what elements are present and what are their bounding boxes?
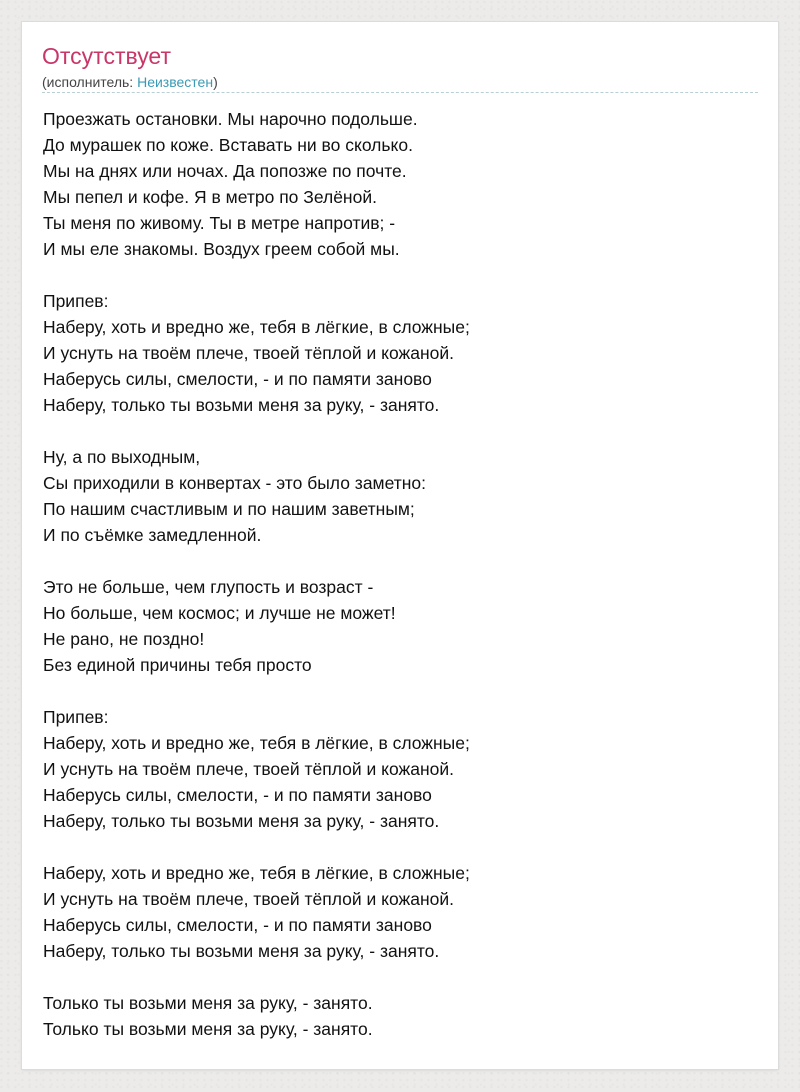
lyrics-line: Ну, а по выходным, [43, 447, 201, 467]
lyrics-card [22, 22, 778, 1069]
lyrics-line: Наберусь силы, смелости, - и по памяти заново [43, 369, 432, 389]
lyrics-line: Проезжать остановки. Мы нарочно подольше. [43, 109, 418, 129]
lyrics-line: Наберу, хоть и вредно же, тебя в лёгкие, в сложные; [43, 733, 470, 753]
lyrics-line: Без единой причины тебя просто [43, 655, 312, 675]
lyrics-line: И уснуть на твоём плече, твоей тёплой и кожаной. [43, 343, 455, 363]
lyrics-body [43, 106, 758, 1068]
artist-prefix: (исполнитель: [42, 74, 138, 90]
lyrics-line: По нашим счастливым и по нашим заветным; [43, 499, 415, 519]
lyrics-line: И уснуть на твоём плече, твоей тёплой и кожаной. [43, 759, 455, 779]
artist-suffix: ) [213, 74, 218, 90]
lyrics-stanza [43, 704, 758, 834]
lyrics-stanza [43, 444, 758, 548]
lyrics-line: Но больше, чем космос; и лучше не может! [43, 603, 396, 623]
title-divider [42, 92, 758, 93]
lyrics-line: Не рано, не поздно! [43, 629, 205, 649]
lyrics-line: И по съёмке замедленной. [43, 525, 262, 545]
lyrics-line: Наберусь силы, смелости, - и по памяти заново [43, 915, 432, 935]
lyrics-line: Наберу, хоть и вредно же, тебя в лёгкие, в сложные; [43, 317, 470, 337]
lyrics-line: Наберусь силы, смелости, - и по памяти заново [43, 785, 432, 805]
lyrics-line: Сы приходили в конвертах - это было заметно: [43, 473, 427, 493]
lyrics-line: И мы еле знакомы. Воздух греем собой мы. [43, 239, 400, 259]
lyrics-stanza [43, 288, 758, 418]
lyrics-line: Наберу, хоть и вредно же, тебя в лёгкие, в сложные; [43, 863, 470, 883]
artist-link[interactable]: Неизвестен [137, 74, 214, 90]
lyrics-stanza [43, 860, 758, 964]
song-title: Отсутствует [42, 43, 171, 69]
lyrics-line: Припев: [43, 707, 109, 727]
lyrics-line: Ты меня по живому. Ты в метре напротив; - [43, 213, 396, 233]
lyrics-stanza [43, 990, 758, 1042]
lyrics-stanza [43, 574, 758, 678]
lyrics-line: Это не больше, чем глупость и возраст - [43, 577, 374, 597]
lyrics-line: И уснуть на твоём плече, твоей тёплой и кожаной. [43, 889, 455, 909]
lyrics-line: Наберу, только ты возьми меня за руку, - занято. [43, 811, 440, 831]
lyrics-stanza [43, 106, 758, 262]
lyrics-line: Только ты возьми меня за руку, - занято. [43, 993, 373, 1013]
lyrics-line: Наберу, только ты возьми меня за руку, - занято. [43, 395, 440, 415]
lyrics-line: Мы на днях или ночах. Да попозже по почте. [43, 161, 407, 181]
lyrics-line: Наберу, только ты возьми меня за руку, - занято. [43, 941, 440, 961]
lyrics-line: Мы пепел и кофе. Я в метро по Зелёной. [43, 187, 377, 207]
lyrics-line: Припев: [43, 291, 109, 311]
lyrics-line: Только ты возьми меня за руку, - занято. [43, 1019, 373, 1039]
lyrics-line: До мурашек по коже. Вставать ни во сколько. [43, 135, 413, 155]
artist-line [42, 73, 218, 91]
